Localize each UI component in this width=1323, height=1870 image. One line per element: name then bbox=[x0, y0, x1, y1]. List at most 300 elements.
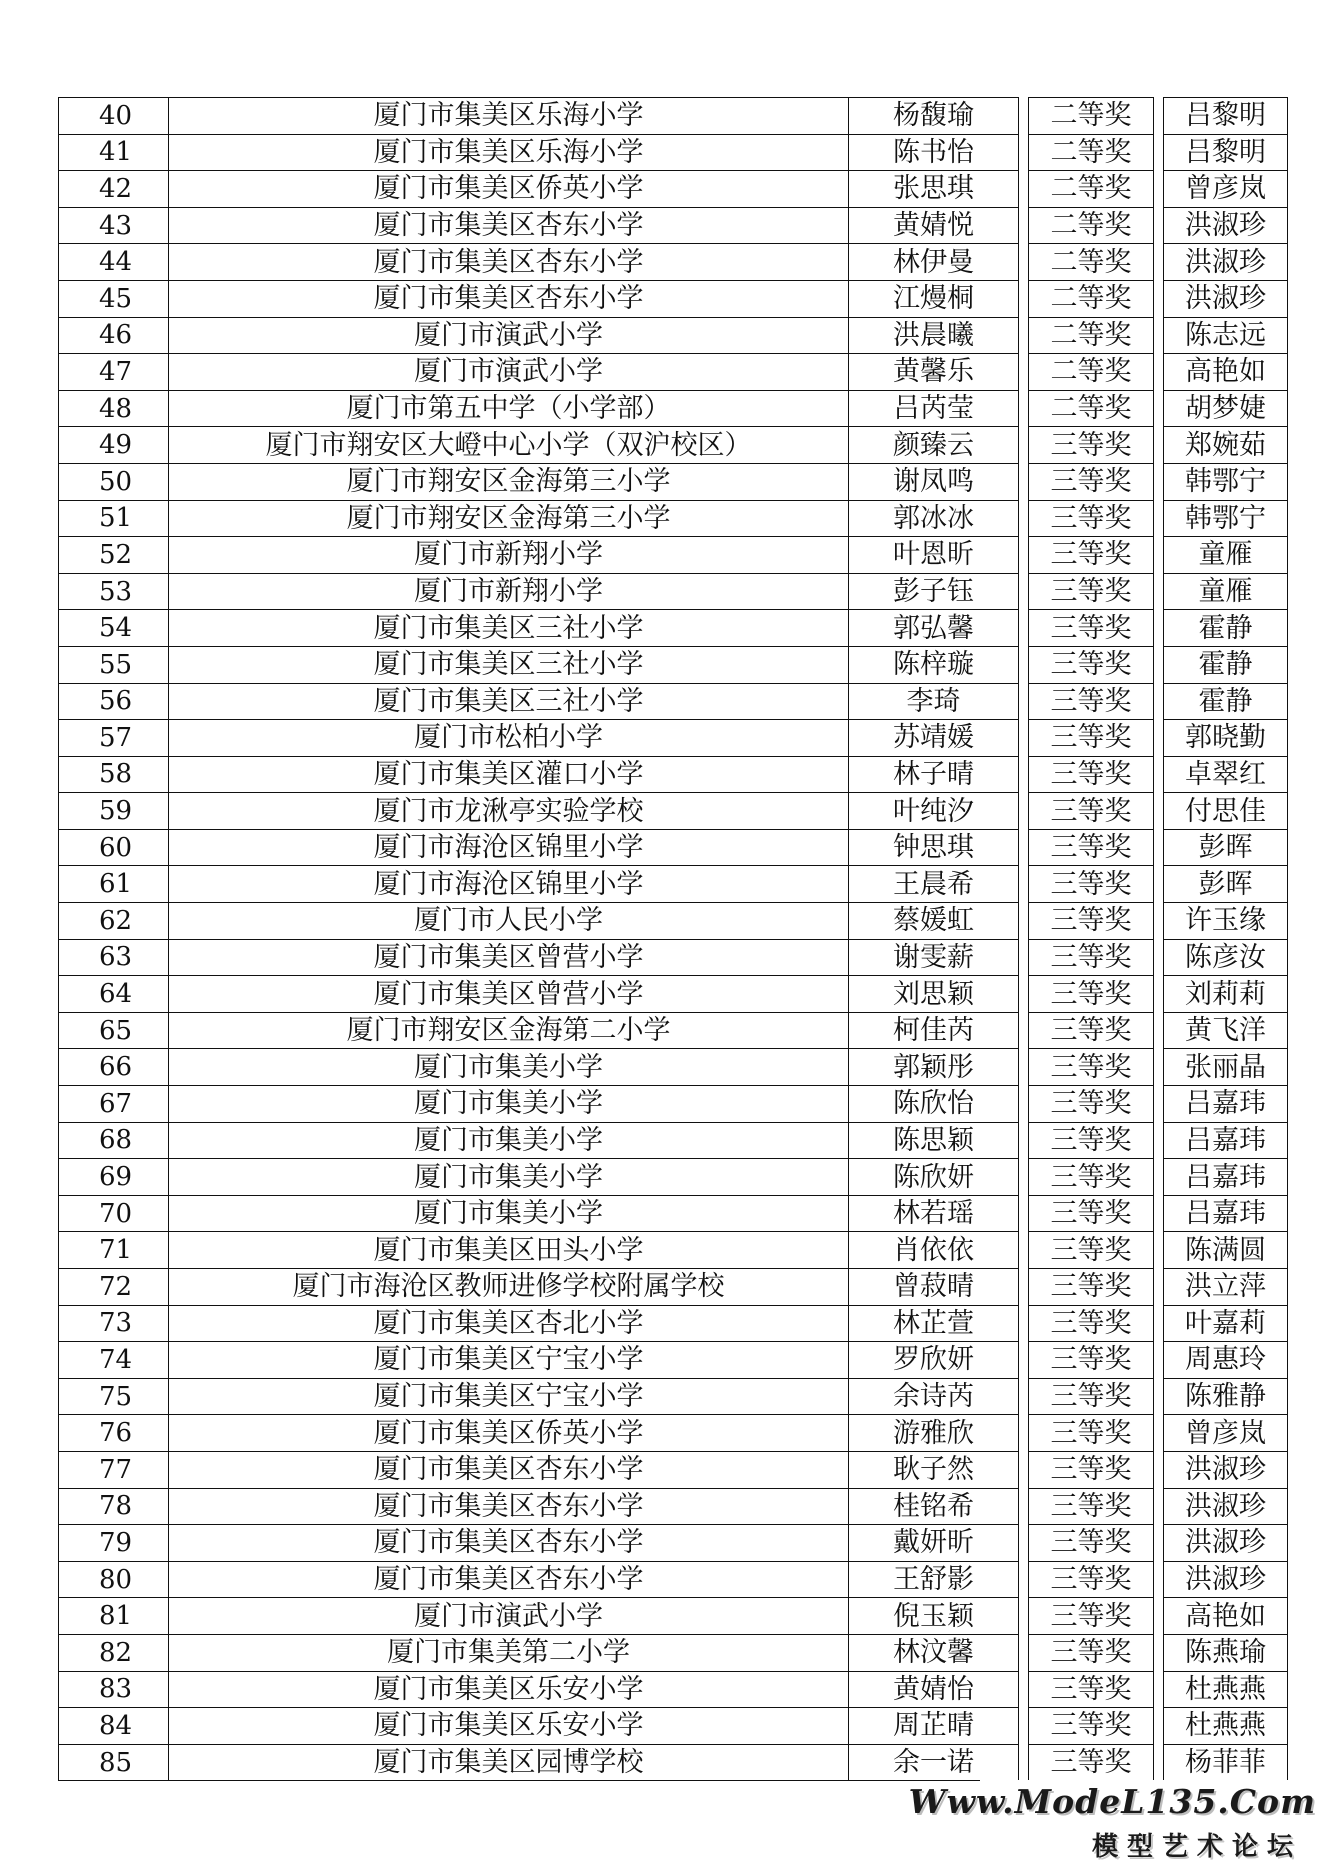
column-gap bbox=[1154, 1195, 1164, 1232]
column-gap bbox=[1154, 829, 1164, 866]
column-gap bbox=[1154, 866, 1164, 903]
award-table bbox=[58, 97, 1288, 1781]
row-number-cell: 62 bbox=[59, 903, 169, 940]
column-gap bbox=[1019, 1525, 1029, 1562]
column-gap bbox=[1154, 793, 1164, 830]
column-gap bbox=[1019, 98, 1029, 135]
table-row bbox=[59, 1049, 1288, 1086]
school-name-cell: 厦门市集美区宁宝小学 bbox=[169, 1378, 849, 1415]
school-name-cell: 厦门市翔安区金海第三小学 bbox=[169, 463, 849, 500]
row-number-cell: 75 bbox=[59, 1378, 169, 1415]
row-number-cell: 53 bbox=[59, 573, 169, 610]
column-gap bbox=[1154, 1305, 1164, 1342]
table-row bbox=[59, 903, 1288, 940]
table-row bbox=[59, 1525, 1288, 1562]
school-name-cell: 厦门市海沧区锦里小学 bbox=[169, 866, 849, 903]
table-row bbox=[59, 683, 1288, 720]
watermark-url: Www.ModeL135.Com bbox=[908, 1782, 1316, 1821]
school-name-cell: 厦门市集美区杏东小学 bbox=[169, 280, 849, 317]
row-number-cell: 84 bbox=[59, 1708, 169, 1745]
teacher-name-cell: 吕黎明 bbox=[1164, 98, 1288, 135]
student-name-cell: 王舒影 bbox=[849, 1561, 1019, 1598]
award-level-cell: 三等奖 bbox=[1029, 1598, 1154, 1635]
award-level-cell: 三等奖 bbox=[1029, 1488, 1154, 1525]
table-row bbox=[59, 98, 1288, 135]
award-level-cell: 三等奖 bbox=[1029, 1086, 1154, 1123]
award-level-cell: 三等奖 bbox=[1029, 756, 1154, 793]
column-gap bbox=[1019, 427, 1029, 464]
table-row bbox=[59, 1122, 1288, 1159]
school-name-cell: 厦门市新翔小学 bbox=[169, 573, 849, 610]
student-name-cell: 黄婧怡 bbox=[849, 1671, 1019, 1708]
school-name-cell: 厦门市集美区乐安小学 bbox=[169, 1671, 849, 1708]
row-number-cell: 66 bbox=[59, 1049, 169, 1086]
column-gap bbox=[1019, 537, 1029, 574]
student-name-cell: 叶恩昕 bbox=[849, 537, 1019, 574]
school-name-cell: 厦门市集美区三社小学 bbox=[169, 610, 849, 647]
teacher-name-cell: 吕嘉玮 bbox=[1164, 1086, 1288, 1123]
award-level-cell: 三等奖 bbox=[1029, 1269, 1154, 1306]
table-row bbox=[59, 1561, 1288, 1598]
table-body bbox=[59, 98, 1288, 1781]
school-name-cell: 厦门市集美区乐安小学 bbox=[169, 1708, 849, 1745]
teacher-name-cell: 韩鄂宁 bbox=[1164, 463, 1288, 500]
student-name-cell: 吕芮莹 bbox=[849, 390, 1019, 427]
award-level-cell: 三等奖 bbox=[1029, 1378, 1154, 1415]
teacher-name-cell: 洪淑珍 bbox=[1164, 244, 1288, 281]
award-level-cell: 二等奖 bbox=[1029, 390, 1154, 427]
teacher-name-cell: 曾彦岚 bbox=[1164, 1415, 1288, 1452]
row-number-cell: 47 bbox=[59, 354, 169, 391]
watermark bbox=[908, 1780, 1320, 1868]
teacher-name-cell: 童雁 bbox=[1164, 573, 1288, 610]
school-name-cell: 厦门市集美区侨英小学 bbox=[169, 171, 849, 208]
teacher-name-cell: 陈燕瑜 bbox=[1164, 1634, 1288, 1671]
school-name-cell: 厦门市集美区宁宝小学 bbox=[169, 1342, 849, 1379]
teacher-name-cell: 洪淑珍 bbox=[1164, 207, 1288, 244]
column-gap bbox=[1019, 1451, 1029, 1488]
award-level-cell: 三等奖 bbox=[1029, 427, 1154, 464]
teacher-name-cell: 曾彦岚 bbox=[1164, 171, 1288, 208]
table-row bbox=[59, 1269, 1288, 1306]
school-name-cell: 厦门市集美区乐海小学 bbox=[169, 98, 849, 135]
student-name-cell: 黄馨乐 bbox=[849, 354, 1019, 391]
column-gap bbox=[1019, 354, 1029, 391]
column-gap bbox=[1154, 1488, 1164, 1525]
award-level-cell: 二等奖 bbox=[1029, 207, 1154, 244]
row-number-cell: 83 bbox=[59, 1671, 169, 1708]
row-number-cell: 52 bbox=[59, 537, 169, 574]
student-name-cell: 彭子钰 bbox=[849, 573, 1019, 610]
column-gap bbox=[1019, 610, 1029, 647]
column-gap bbox=[1019, 1744, 1029, 1781]
teacher-name-cell: 杜燕燕 bbox=[1164, 1708, 1288, 1745]
table-row bbox=[59, 1378, 1288, 1415]
teacher-name-cell: 郭晓勤 bbox=[1164, 720, 1288, 757]
column-gap bbox=[1019, 1671, 1029, 1708]
column-gap bbox=[1019, 1634, 1029, 1671]
row-number-cell: 41 bbox=[59, 134, 169, 171]
school-name-cell: 厦门市龙湫亭实验学校 bbox=[169, 793, 849, 830]
table-row bbox=[59, 1451, 1288, 1488]
award-level-cell: 二等奖 bbox=[1029, 98, 1154, 135]
student-name-cell: 耿子然 bbox=[849, 1451, 1019, 1488]
column-gap bbox=[1019, 1415, 1029, 1452]
award-level-cell: 三等奖 bbox=[1029, 976, 1154, 1013]
table-row bbox=[59, 646, 1288, 683]
teacher-name-cell: 洪淑珍 bbox=[1164, 1561, 1288, 1598]
table-row bbox=[59, 427, 1288, 464]
row-number-cell: 70 bbox=[59, 1195, 169, 1232]
table-row bbox=[59, 1342, 1288, 1379]
table-row bbox=[59, 756, 1288, 793]
award-level-cell: 三等奖 bbox=[1029, 720, 1154, 757]
teacher-name-cell: 陈彦汝 bbox=[1164, 939, 1288, 976]
teacher-name-cell: 彭晖 bbox=[1164, 866, 1288, 903]
column-gap bbox=[1019, 646, 1029, 683]
teacher-name-cell: 卓翠红 bbox=[1164, 756, 1288, 793]
row-number-cell: 44 bbox=[59, 244, 169, 281]
award-level-cell: 三等奖 bbox=[1029, 463, 1154, 500]
school-name-cell: 厦门市集美区三社小学 bbox=[169, 646, 849, 683]
award-level-cell: 三等奖 bbox=[1029, 573, 1154, 610]
column-gap bbox=[1154, 939, 1164, 976]
table-row bbox=[59, 1671, 1288, 1708]
teacher-name-cell: 郑婉茹 bbox=[1164, 427, 1288, 464]
column-gap bbox=[1019, 134, 1029, 171]
column-gap bbox=[1154, 1451, 1164, 1488]
column-gap bbox=[1154, 280, 1164, 317]
table-row bbox=[59, 1598, 1288, 1635]
award-level-cell: 二等奖 bbox=[1029, 244, 1154, 281]
column-gap bbox=[1154, 720, 1164, 757]
teacher-name-cell: 洪淑珍 bbox=[1164, 1488, 1288, 1525]
column-gap bbox=[1019, 171, 1029, 208]
award-level-cell: 三等奖 bbox=[1029, 1708, 1154, 1745]
school-name-cell: 厦门市人民小学 bbox=[169, 903, 849, 940]
student-name-cell: 林若瑶 bbox=[849, 1195, 1019, 1232]
column-gap bbox=[1154, 134, 1164, 171]
column-gap bbox=[1019, 390, 1029, 427]
row-number-cell: 74 bbox=[59, 1342, 169, 1379]
column-gap bbox=[1154, 1342, 1164, 1379]
column-gap bbox=[1019, 683, 1029, 720]
school-name-cell: 厦门市集美第二小学 bbox=[169, 1634, 849, 1671]
column-gap bbox=[1154, 1012, 1164, 1049]
award-level-cell: 三等奖 bbox=[1029, 1634, 1154, 1671]
school-name-cell: 厦门市松柏小学 bbox=[169, 720, 849, 757]
table-row bbox=[59, 610, 1288, 647]
award-level-cell: 三等奖 bbox=[1029, 1415, 1154, 1452]
award-level-cell: 三等奖 bbox=[1029, 500, 1154, 537]
school-name-cell: 厦门市集美小学 bbox=[169, 1086, 849, 1123]
column-gap bbox=[1154, 427, 1164, 464]
column-gap bbox=[1154, 903, 1164, 940]
award-level-cell: 三等奖 bbox=[1029, 793, 1154, 830]
table-row bbox=[59, 1195, 1288, 1232]
column-gap bbox=[1154, 500, 1164, 537]
column-gap bbox=[1154, 1049, 1164, 1086]
column-gap bbox=[1154, 1671, 1164, 1708]
school-name-cell: 厦门市翔安区大嶝中心小学（双沪校区） bbox=[169, 427, 849, 464]
row-number-cell: 43 bbox=[59, 207, 169, 244]
student-name-cell: 钟思琪 bbox=[849, 829, 1019, 866]
school-name-cell: 厦门市翔安区金海第二小学 bbox=[169, 1012, 849, 1049]
column-gap bbox=[1019, 1305, 1029, 1342]
table-row bbox=[59, 793, 1288, 830]
school-name-cell: 厦门市集美区杏东小学 bbox=[169, 1488, 849, 1525]
table-row bbox=[59, 280, 1288, 317]
row-number-cell: 58 bbox=[59, 756, 169, 793]
row-number-cell: 69 bbox=[59, 1159, 169, 1196]
student-name-cell: 陈欣妍 bbox=[849, 1159, 1019, 1196]
column-gap bbox=[1154, 1708, 1164, 1745]
row-number-cell: 56 bbox=[59, 683, 169, 720]
school-name-cell: 厦门市第五中学（小学部） bbox=[169, 390, 849, 427]
student-name-cell: 颜臻云 bbox=[849, 427, 1019, 464]
table-row bbox=[59, 500, 1288, 537]
row-number-cell: 79 bbox=[59, 1525, 169, 1562]
award-level-cell: 三等奖 bbox=[1029, 1342, 1154, 1379]
student-name-cell: 郭颖彤 bbox=[849, 1049, 1019, 1086]
school-name-cell: 厦门市集美区杏东小学 bbox=[169, 1451, 849, 1488]
watermark-caption: 模型艺术论坛 bbox=[1091, 1832, 1302, 1862]
school-name-cell: 厦门市集美小学 bbox=[169, 1195, 849, 1232]
school-name-cell: 厦门市集美区曾营小学 bbox=[169, 939, 849, 976]
column-gap bbox=[1154, 317, 1164, 354]
column-gap bbox=[1019, 1598, 1029, 1635]
award-level-cell: 三等奖 bbox=[1029, 1744, 1154, 1781]
student-name-cell: 叶纯汐 bbox=[849, 793, 1019, 830]
school-name-cell: 厦门市集美区三社小学 bbox=[169, 683, 849, 720]
column-gap bbox=[1154, 1634, 1164, 1671]
student-name-cell: 陈欣怡 bbox=[849, 1086, 1019, 1123]
student-name-cell: 洪晨曦 bbox=[849, 317, 1019, 354]
award-level-cell: 三等奖 bbox=[1029, 1561, 1154, 1598]
table-row bbox=[59, 463, 1288, 500]
school-name-cell: 厦门市集美小学 bbox=[169, 1159, 849, 1196]
school-name-cell: 厦门市集美区杏北小学 bbox=[169, 1305, 849, 1342]
column-gap bbox=[1019, 866, 1029, 903]
row-number-cell: 81 bbox=[59, 1598, 169, 1635]
row-number-cell: 82 bbox=[59, 1634, 169, 1671]
row-number-cell: 76 bbox=[59, 1415, 169, 1452]
student-name-cell: 桂铭希 bbox=[849, 1488, 1019, 1525]
award-level-cell: 三等奖 bbox=[1029, 939, 1154, 976]
column-gap bbox=[1019, 500, 1029, 537]
school-name-cell: 厦门市集美小学 bbox=[169, 1122, 849, 1159]
teacher-name-cell: 刘莉莉 bbox=[1164, 976, 1288, 1013]
column-gap bbox=[1019, 793, 1029, 830]
table-row bbox=[59, 317, 1288, 354]
column-gap bbox=[1154, 1086, 1164, 1123]
column-gap bbox=[1019, 1195, 1029, 1232]
table-row bbox=[59, 134, 1288, 171]
column-gap bbox=[1154, 1232, 1164, 1269]
award-level-cell: 三等奖 bbox=[1029, 610, 1154, 647]
column-gap bbox=[1154, 1525, 1164, 1562]
student-name-cell: 曾菽晴 bbox=[849, 1269, 1019, 1306]
award-level-cell: 三等奖 bbox=[1029, 1012, 1154, 1049]
award-level-cell: 三等奖 bbox=[1029, 1232, 1154, 1269]
teacher-name-cell: 洪淑珍 bbox=[1164, 280, 1288, 317]
award-level-cell: 二等奖 bbox=[1029, 280, 1154, 317]
award-level-cell: 三等奖 bbox=[1029, 866, 1154, 903]
table-row bbox=[59, 537, 1288, 574]
school-name-cell: 厦门市集美区杏东小学 bbox=[169, 1561, 849, 1598]
teacher-name-cell: 周惠玲 bbox=[1164, 1342, 1288, 1379]
table-row bbox=[59, 829, 1288, 866]
column-gap bbox=[1154, 1269, 1164, 1306]
teacher-name-cell: 陈志远 bbox=[1164, 317, 1288, 354]
column-gap bbox=[1019, 939, 1029, 976]
teacher-name-cell: 韩鄂宁 bbox=[1164, 500, 1288, 537]
column-gap bbox=[1154, 463, 1164, 500]
column-gap bbox=[1154, 171, 1164, 208]
row-number-cell: 65 bbox=[59, 1012, 169, 1049]
row-number-cell: 57 bbox=[59, 720, 169, 757]
teacher-name-cell: 吕嘉玮 bbox=[1164, 1159, 1288, 1196]
award-level-cell: 三等奖 bbox=[1029, 1195, 1154, 1232]
row-number-cell: 59 bbox=[59, 793, 169, 830]
teacher-name-cell: 付思佳 bbox=[1164, 793, 1288, 830]
column-gap bbox=[1019, 1232, 1029, 1269]
column-gap bbox=[1019, 1159, 1029, 1196]
student-name-cell: 郭弘馨 bbox=[849, 610, 1019, 647]
teacher-name-cell: 高艳如 bbox=[1164, 1598, 1288, 1635]
school-name-cell: 厦门市演武小学 bbox=[169, 354, 849, 391]
student-name-cell: 郭冰冰 bbox=[849, 500, 1019, 537]
row-number-cell: 42 bbox=[59, 171, 169, 208]
teacher-name-cell: 洪淑珍 bbox=[1164, 1525, 1288, 1562]
student-name-cell: 陈书怡 bbox=[849, 134, 1019, 171]
teacher-name-cell: 霍静 bbox=[1164, 646, 1288, 683]
table-row bbox=[59, 976, 1288, 1013]
table-row bbox=[59, 720, 1288, 757]
row-number-cell: 71 bbox=[59, 1232, 169, 1269]
teacher-name-cell: 吕黎明 bbox=[1164, 134, 1288, 171]
table-row bbox=[59, 1415, 1288, 1452]
row-number-cell: 78 bbox=[59, 1488, 169, 1525]
school-name-cell: 厦门市集美区乐海小学 bbox=[169, 134, 849, 171]
column-gap bbox=[1154, 573, 1164, 610]
student-name-cell: 蔡媛虹 bbox=[849, 903, 1019, 940]
column-gap bbox=[1154, 244, 1164, 281]
award-level-cell: 三等奖 bbox=[1029, 903, 1154, 940]
student-name-cell: 倪玉颖 bbox=[849, 1598, 1019, 1635]
row-number-cell: 68 bbox=[59, 1122, 169, 1159]
row-number-cell: 49 bbox=[59, 427, 169, 464]
column-gap bbox=[1019, 1708, 1029, 1745]
student-name-cell: 余一诺 bbox=[849, 1744, 1019, 1781]
teacher-name-cell: 霍静 bbox=[1164, 610, 1288, 647]
column-gap bbox=[1154, 1561, 1164, 1598]
student-name-cell: 周芷晴 bbox=[849, 1708, 1019, 1745]
award-level-cell: 三等奖 bbox=[1029, 1122, 1154, 1159]
student-name-cell: 江熳桐 bbox=[849, 280, 1019, 317]
column-gap bbox=[1154, 207, 1164, 244]
teacher-name-cell: 吕嘉玮 bbox=[1164, 1122, 1288, 1159]
column-gap bbox=[1154, 1378, 1164, 1415]
column-gap bbox=[1019, 573, 1029, 610]
teacher-name-cell: 杜燕燕 bbox=[1164, 1671, 1288, 1708]
column-gap bbox=[1154, 1598, 1164, 1635]
row-number-cell: 45 bbox=[59, 280, 169, 317]
column-gap bbox=[1019, 1049, 1029, 1086]
column-gap bbox=[1154, 976, 1164, 1013]
column-gap bbox=[1019, 720, 1029, 757]
student-name-cell: 戴妍昕 bbox=[849, 1525, 1019, 1562]
table-row bbox=[59, 1159, 1288, 1196]
school-name-cell: 厦门市海沧区锦里小学 bbox=[169, 829, 849, 866]
student-name-cell: 林伊曼 bbox=[849, 244, 1019, 281]
school-name-cell: 厦门市集美区杏东小学 bbox=[169, 207, 849, 244]
column-gap bbox=[1154, 1122, 1164, 1159]
column-gap bbox=[1019, 244, 1029, 281]
school-name-cell: 厦门市集美小学 bbox=[169, 1049, 849, 1086]
student-name-cell: 杨馥瑜 bbox=[849, 98, 1019, 135]
school-name-cell: 厦门市集美区侨英小学 bbox=[169, 1415, 849, 1452]
table-row bbox=[59, 1634, 1288, 1671]
student-name-cell: 柯佳芮 bbox=[849, 1012, 1019, 1049]
award-level-cell: 二等奖 bbox=[1029, 171, 1154, 208]
table-row bbox=[59, 1232, 1288, 1269]
student-name-cell: 肖依依 bbox=[849, 1232, 1019, 1269]
table-row bbox=[59, 1305, 1288, 1342]
column-gap bbox=[1019, 1012, 1029, 1049]
table-row bbox=[59, 244, 1288, 281]
column-gap bbox=[1154, 354, 1164, 391]
row-number-cell: 54 bbox=[59, 610, 169, 647]
award-level-cell: 三等奖 bbox=[1029, 646, 1154, 683]
award-level-cell: 三等奖 bbox=[1029, 1305, 1154, 1342]
school-name-cell: 厦门市集美区杏东小学 bbox=[169, 244, 849, 281]
table-row bbox=[59, 171, 1288, 208]
column-gap bbox=[1019, 1561, 1029, 1598]
row-number-cell: 64 bbox=[59, 976, 169, 1013]
row-number-cell: 80 bbox=[59, 1561, 169, 1598]
row-number-cell: 63 bbox=[59, 939, 169, 976]
student-name-cell: 余诗芮 bbox=[849, 1378, 1019, 1415]
award-level-cell: 三等奖 bbox=[1029, 829, 1154, 866]
row-number-cell: 73 bbox=[59, 1305, 169, 1342]
column-gap bbox=[1019, 1488, 1029, 1525]
teacher-name-cell: 洪淑珍 bbox=[1164, 1451, 1288, 1488]
column-gap bbox=[1019, 903, 1029, 940]
table-row bbox=[59, 1086, 1288, 1123]
row-number-cell: 51 bbox=[59, 500, 169, 537]
school-name-cell: 厦门市演武小学 bbox=[169, 1598, 849, 1635]
teacher-name-cell: 陈满圆 bbox=[1164, 1232, 1288, 1269]
row-number-cell: 67 bbox=[59, 1086, 169, 1123]
row-number-cell: 77 bbox=[59, 1451, 169, 1488]
column-gap bbox=[1019, 1122, 1029, 1159]
school-name-cell: 厦门市集美区园博学校 bbox=[169, 1744, 849, 1781]
row-number-cell: 55 bbox=[59, 646, 169, 683]
table-row bbox=[59, 573, 1288, 610]
student-name-cell: 刘思颖 bbox=[849, 976, 1019, 1013]
column-gap bbox=[1154, 98, 1164, 135]
row-number-cell: 50 bbox=[59, 463, 169, 500]
student-name-cell: 罗欣妍 bbox=[849, 1342, 1019, 1379]
student-name-cell: 李琦 bbox=[849, 683, 1019, 720]
teacher-name-cell: 彭晖 bbox=[1164, 829, 1288, 866]
school-name-cell: 厦门市海沧区教师进修学校附属学校 bbox=[169, 1269, 849, 1306]
award-level-cell: 二等奖 bbox=[1029, 317, 1154, 354]
teacher-name-cell: 陈雅静 bbox=[1164, 1378, 1288, 1415]
column-gap bbox=[1019, 1378, 1029, 1415]
award-level-cell: 二等奖 bbox=[1029, 134, 1154, 171]
